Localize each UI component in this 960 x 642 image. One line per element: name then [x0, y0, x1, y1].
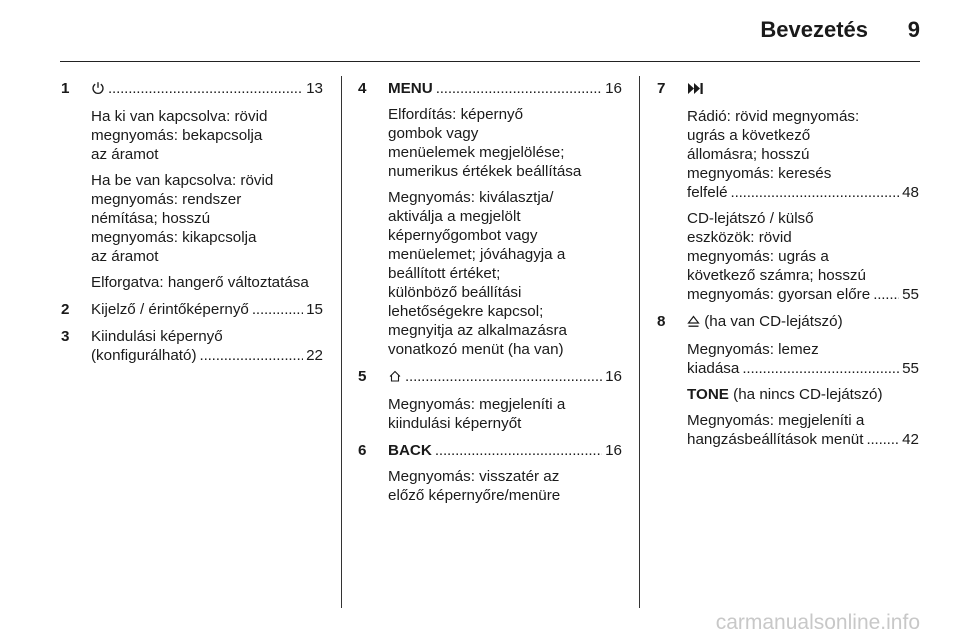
entry-lead [687, 285, 919, 304]
page-ref: 15 [306, 301, 323, 318]
entry-number: 8 [657, 313, 666, 330]
tone-label: TONE [687, 386, 729, 403]
description [388, 105, 622, 181]
page-number: 9 [907, 17, 920, 42]
text-line: megnyitja az alkalmazásra [388, 322, 567, 339]
eject-icon [687, 314, 700, 333]
entry-lead [388, 441, 622, 460]
leader-dots [435, 441, 602, 460]
description [91, 273, 323, 292]
leader-dots [731, 183, 900, 202]
description [687, 385, 919, 404]
text-line: menüelemet; jóváhagyja a [388, 246, 566, 263]
entry-lead [687, 359, 919, 378]
header-rule [60, 61, 920, 62]
text-line: megnyomás: ugrás a [687, 248, 829, 265]
page-ref: 16 [605, 80, 622, 97]
entry-label: Kijelző / érintőképernyő [91, 301, 249, 318]
leader-dots [252, 300, 303, 319]
text-line: Ha be van kapcsolva: rövid [91, 172, 274, 189]
entry-number: 3 [61, 328, 70, 345]
text-line: Ha ki van kapcsolva: rövid [91, 108, 268, 125]
text-line: következő számra; hosszú [687, 267, 866, 284]
entry-4 [358, 79, 622, 359]
entry-label [91, 79, 105, 100]
entry-lead [91, 346, 323, 365]
tone-note: (ha nincs CD-lejátszó) [733, 386, 883, 403]
text-line: beállított értéket; [388, 265, 501, 282]
text-line: az áramot [91, 248, 159, 265]
description [388, 395, 622, 433]
entry-number: 4 [358, 80, 367, 97]
text-line: CD-lejátszó / külső [687, 210, 814, 227]
text-line: Megnyomás: lemez [687, 341, 819, 358]
leader-dots [873, 285, 899, 304]
entry-lead [687, 430, 919, 449]
entry-1 [61, 79, 323, 292]
text-line: ugrás a következő [687, 127, 811, 144]
entry-label: megnyomás: gyorsan előre [687, 286, 871, 303]
text-line: vonatkozó menüt (ha van) [388, 341, 564, 358]
text-line: lehetőségekre kapcsol; [388, 303, 544, 320]
text-line: gombok vagy [388, 125, 479, 142]
text-line: Megnyomás: visszatér az [388, 468, 560, 485]
page-ref: 42 [902, 431, 919, 448]
description [687, 411, 919, 449]
text-line: numerikus értékek beállítása [388, 163, 582, 180]
entry-2 [61, 300, 323, 319]
page-ref: 55 [902, 360, 919, 377]
text-line: előző képernyőre/menüre [388, 487, 561, 504]
power-icon [91, 81, 105, 100]
description [388, 467, 622, 505]
entry-lead [388, 79, 622, 98]
entry-label: hangzásbeállítások menüt [687, 431, 864, 448]
description [388, 188, 622, 359]
entry-label: BACK [388, 442, 432, 459]
entry-label [687, 312, 919, 333]
text-line: különböző beállítási [388, 284, 522, 301]
text-line: kiindulási képernyőt [388, 415, 522, 432]
entry-lead [91, 300, 323, 319]
entry-number: 7 [657, 80, 666, 97]
text-line: megnyomás: bekapcsolja [91, 127, 263, 144]
text-line: Megnyomás: megjeleníti a [687, 412, 865, 429]
text-line: Elfordítás: képernyő [388, 106, 524, 123]
text-line: az áramot [91, 146, 159, 163]
entry-lead [388, 367, 622, 388]
column-3 [657, 79, 919, 457]
entry-3 [61, 327, 323, 365]
entry-label [388, 367, 402, 388]
text-line: megnyomás: kikapcsolja [91, 229, 257, 246]
page-ref: 48 [902, 184, 919, 201]
page-ref: 55 [902, 286, 919, 303]
watermark: carmanualsonline.info [715, 611, 920, 634]
text-line: Megnyomás: megjeleníti a [388, 396, 566, 413]
page-ref: 22 [306, 347, 323, 364]
leader-dots [405, 367, 602, 386]
text-line: megnyomás: keresés [687, 165, 832, 182]
entry-label: felfelé [687, 184, 728, 201]
leader-dots [436, 79, 602, 98]
page-ref: 16 [605, 368, 622, 385]
text-line: Rádió: rövid megnyomás: [687, 108, 860, 125]
description [687, 107, 919, 202]
column-divider-2 [639, 76, 640, 608]
entry-6 [358, 441, 622, 505]
description [91, 171, 323, 266]
text-line: képernyőgombot vagy [388, 227, 538, 244]
entry-5 [358, 367, 622, 433]
column-2 [358, 79, 622, 513]
skip-forward-icon [687, 81, 705, 100]
page-ref: 16 [605, 442, 622, 459]
entry-note: (ha van CD-lejátszó) [704, 313, 843, 330]
column-1 [61, 79, 323, 373]
entry-label: Kiindulási képernyő [91, 328, 223, 345]
entry-7 [657, 79, 919, 304]
entry-number: 5 [358, 368, 367, 385]
leader-dots [742, 359, 899, 378]
entry-8 [657, 312, 919, 449]
text-line: Megnyomás: kiválasztja/ [388, 189, 554, 206]
description [687, 209, 919, 304]
entry-label: MENU [388, 80, 433, 97]
leader-dots [108, 79, 303, 98]
entry-lead [91, 79, 323, 100]
text-line: megnyomás: rendszer [91, 191, 242, 208]
description [687, 340, 919, 378]
text-line: állomásra; hosszú [687, 146, 810, 163]
entry-label [687, 79, 919, 100]
description [91, 107, 323, 164]
entry-label: kiadása [687, 360, 740, 377]
page-title: Bevezetés [760, 17, 868, 42]
entry-label: (konfigurálható) [91, 347, 197, 364]
text-line: Elforgatva: hangerő változtatása [91, 274, 309, 291]
text-line: menüelemek megjelölése; [388, 144, 565, 161]
leader-dots [866, 430, 899, 449]
entry-lead [687, 183, 919, 202]
text-line: eszközök: rövid [687, 229, 792, 246]
entry-number: 6 [358, 442, 367, 459]
page-ref: 13 [306, 80, 323, 97]
home-icon [388, 369, 402, 388]
text-line: némítása; hosszú [91, 210, 211, 227]
column-divider-1 [341, 76, 342, 608]
entry-number: 1 [61, 80, 70, 97]
text-line: aktiválja a megjelölt [388, 208, 521, 225]
leader-dots [200, 346, 304, 365]
entry-number: 2 [61, 301, 70, 318]
